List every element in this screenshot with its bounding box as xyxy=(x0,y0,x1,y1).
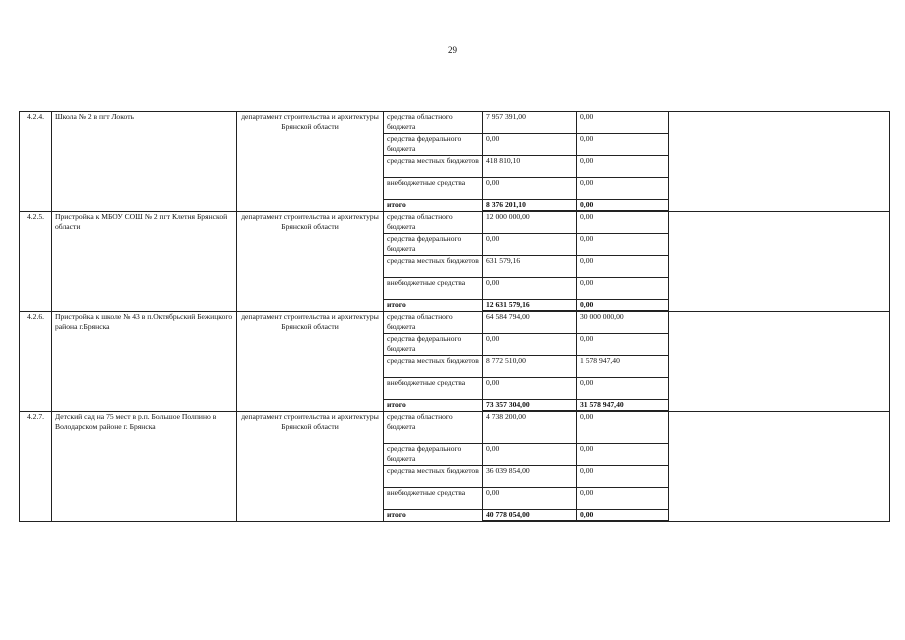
amount-second: 0,00 xyxy=(577,234,669,256)
funding-source: средства местных бюджетов xyxy=(384,156,483,178)
funding-source: средства местных бюджетов xyxy=(384,256,483,278)
amount-first: 36 039 854,00 xyxy=(483,466,577,488)
amount-second: 0,00 xyxy=(577,334,669,356)
amount-second: 0,00 xyxy=(577,300,669,312)
project-name: Пристройка к МБОУ СОШ № 2 пгт Клетня Брянской области xyxy=(52,211,237,311)
amount-first: 4 738 200,00 xyxy=(483,411,577,444)
funding-source: средства областного бюджета xyxy=(384,411,483,444)
item-number: 4.2.6. xyxy=(20,311,52,411)
item-number: 4.2.4. xyxy=(20,112,52,212)
amount-first: 631 579,16 xyxy=(483,256,577,278)
project-name: Детский сад на 75 мест в р.п. Большое Полпино в Володарском районе г. Брянска xyxy=(52,411,237,521)
item-number: 4.2.5. xyxy=(20,211,52,311)
amount-second: 0,00 xyxy=(577,278,669,300)
funding-source: итого xyxy=(384,400,483,412)
funding-source: внебюджетные средства xyxy=(384,178,483,200)
amount-second: 0,00 xyxy=(577,444,669,466)
funding-row xyxy=(20,411,890,444)
amount-first: 0,00 xyxy=(483,444,577,466)
amount-second: 0,00 xyxy=(577,510,669,522)
amount-first: 12 000 000,00 xyxy=(483,211,577,234)
project-name: Пристройка к школе № 43 в п.Октябрьский Бежицкого района г.Брянска xyxy=(52,311,237,411)
amount-second: 0,00 xyxy=(577,378,669,400)
project-name: Школа № 2 в пгт Локоть xyxy=(52,112,237,212)
amount-second: 0,00 xyxy=(577,178,669,200)
funding-source: внебюджетные средства xyxy=(384,488,483,510)
funding-source: средства федерального бюджета xyxy=(384,234,483,256)
responsible-department: департамент строительства и архитектуры Брянской области xyxy=(237,411,384,521)
amount-second: 0,00 xyxy=(577,112,669,134)
empty-column-cell xyxy=(669,112,890,212)
amount-first: 0,00 xyxy=(483,134,577,156)
amount-second: 0,00 xyxy=(577,156,669,178)
funding-source: средства местных бюджетов xyxy=(384,466,483,488)
funding-source: средства областного бюджета xyxy=(384,311,483,334)
funding-source: внебюджетные средства xyxy=(384,278,483,300)
amount-first: 64 584 794,00 xyxy=(483,311,577,334)
funding-source: внебюджетные средства xyxy=(384,378,483,400)
amount-second: 0,00 xyxy=(577,211,669,234)
funding-source: средства местных бюджетов xyxy=(384,356,483,378)
funding-row xyxy=(20,211,890,234)
responsible-department: департамент строительства и архитектуры Брянской области xyxy=(237,311,384,411)
empty-column-cell xyxy=(669,311,890,411)
funding-row xyxy=(20,311,890,334)
funding-source: средства федерального бюджета xyxy=(384,134,483,156)
amount-first: 0,00 xyxy=(483,334,577,356)
amount-first: 0,00 xyxy=(483,234,577,256)
empty-column-cell xyxy=(669,411,890,521)
amount-first: 0,00 xyxy=(483,378,577,400)
amount-first: 418 810,10 xyxy=(483,156,577,178)
funding-table xyxy=(19,111,890,522)
amount-first: 12 631 579,16 xyxy=(483,300,577,312)
amount-first: 0,00 xyxy=(483,488,577,510)
amount-second: 30 000 000,00 xyxy=(577,311,669,334)
responsible-department: департамент строительства и архитектуры Брянской области xyxy=(237,112,384,212)
amount-second: 0,00 xyxy=(577,256,669,278)
amount-first: 8 772 510,00 xyxy=(483,356,577,378)
responsible-department: департамент строительства и архитектуры Брянской области xyxy=(237,211,384,311)
amount-second: 31 578 947,40 xyxy=(577,400,669,412)
amount-second: 0,00 xyxy=(577,411,669,444)
amount-first: 7 957 391,00 xyxy=(483,112,577,134)
funding-source: средства федерального бюджета xyxy=(384,334,483,356)
amount-first: 73 357 304,00 xyxy=(483,400,577,412)
amount-second: 0,00 xyxy=(577,134,669,156)
amount-first: 0,00 xyxy=(483,278,577,300)
amount-first: 8 376 201,10 xyxy=(483,200,577,212)
funding-row xyxy=(20,112,890,134)
page-number: 29 xyxy=(448,45,457,55)
funding-source: итого xyxy=(384,510,483,522)
funding-source: средства областного бюджета xyxy=(384,211,483,234)
amount-second: 1 578 947,40 xyxy=(577,356,669,378)
empty-column-cell xyxy=(669,211,890,311)
amount-second: 0,00 xyxy=(577,466,669,488)
funding-source: итого xyxy=(384,300,483,312)
item-number: 4.2.7. xyxy=(20,411,52,521)
funding-source: средства федерального бюджета xyxy=(384,444,483,466)
amount-first: 40 778 054,00 xyxy=(483,510,577,522)
amount-second: 0,00 xyxy=(577,488,669,510)
funding-source: итого xyxy=(384,200,483,212)
funding-source: средства областного бюджета xyxy=(384,112,483,134)
amount-second: 0,00 xyxy=(577,200,669,212)
amount-first: 0,00 xyxy=(483,178,577,200)
